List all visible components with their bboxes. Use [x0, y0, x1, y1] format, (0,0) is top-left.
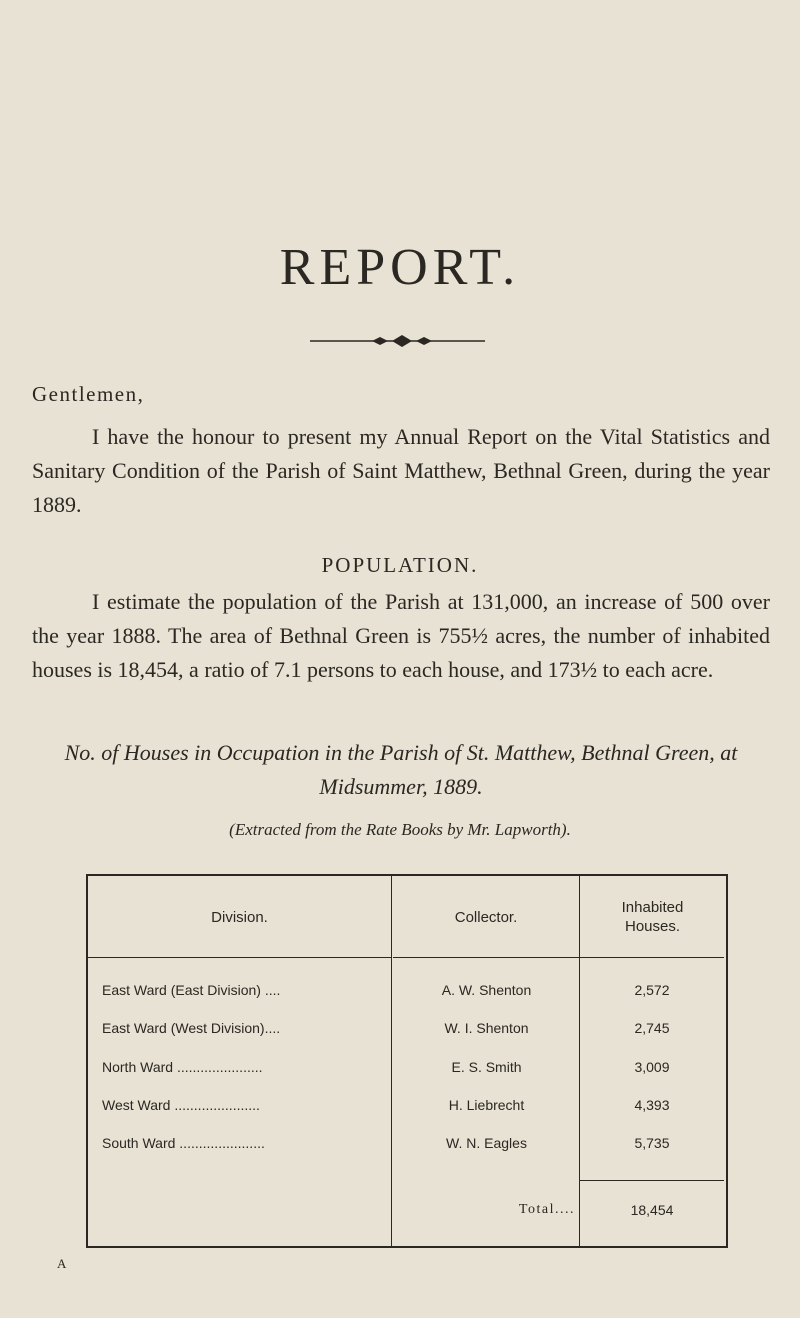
houses-cell: 3,009	[634, 1059, 670, 1075]
header-collector: Collector.	[454, 909, 518, 926]
collector-cell: W. I. Shenton	[444, 1020, 529, 1036]
houses-cell: 5,735	[634, 1135, 670, 1151]
houses-table	[86, 874, 728, 1248]
ornament-divider	[310, 331, 485, 351]
signature-mark: A	[57, 1256, 67, 1271]
intro-paragraph: I have the honour to present my Annual Report on the Vital Statistics and Sanitary Condition of the Parish of Saint Matthew, Bethnal Green, during the year 1889.	[32, 424, 770, 517]
collector-cell: H. Liebrecht	[448, 1097, 525, 1113]
header-inhabited-houses: Inhabited Houses.	[621, 899, 684, 935]
salutation: Gentlemen,	[32, 382, 145, 406]
collector-cell: A. W. Shenton	[441, 982, 532, 998]
houses-cell: 2,572	[634, 982, 670, 998]
division-cell: North Ward ......................	[102, 1059, 263, 1075]
total-label: Total....	[518, 1202, 575, 1217]
population-heading: POPULATION.	[321, 553, 479, 577]
houses-cell: 2,745	[634, 1020, 670, 1036]
page-title: REPORT.	[279, 239, 521, 296]
houses-cell: 4,393	[634, 1097, 670, 1113]
division-cell: East Ward (West Division)....	[102, 1020, 281, 1036]
table-source-note: (Extracted from the Rate Books by Mr. Lapworth).	[229, 820, 571, 839]
collector-cell: E. S. Smith	[451, 1059, 522, 1075]
division-cell: South Ward ......................	[102, 1135, 265, 1151]
division-cell: East Ward (East Division) ....	[102, 982, 281, 998]
population-paragraph: I estimate the population of the Parish at 131,000, an increase of 500 over the year 1888. The area of Bethnal Green is 755½ acres, the number of inhabited houses is 18,454, a ratio of 7.1 persons to each house, and 173½ to each acre.	[32, 589, 770, 682]
table-caption: No. of Houses in Occupation in the Parish of St. Matthew, Bethnal Green, at Midsummer, 1889.	[64, 740, 738, 799]
total-value: 18,454	[630, 1202, 674, 1218]
header-division: Division.	[211, 909, 268, 926]
collector-cell: W. N. Eagles	[446, 1135, 527, 1151]
division-cell: West Ward ......................	[102, 1097, 260, 1113]
